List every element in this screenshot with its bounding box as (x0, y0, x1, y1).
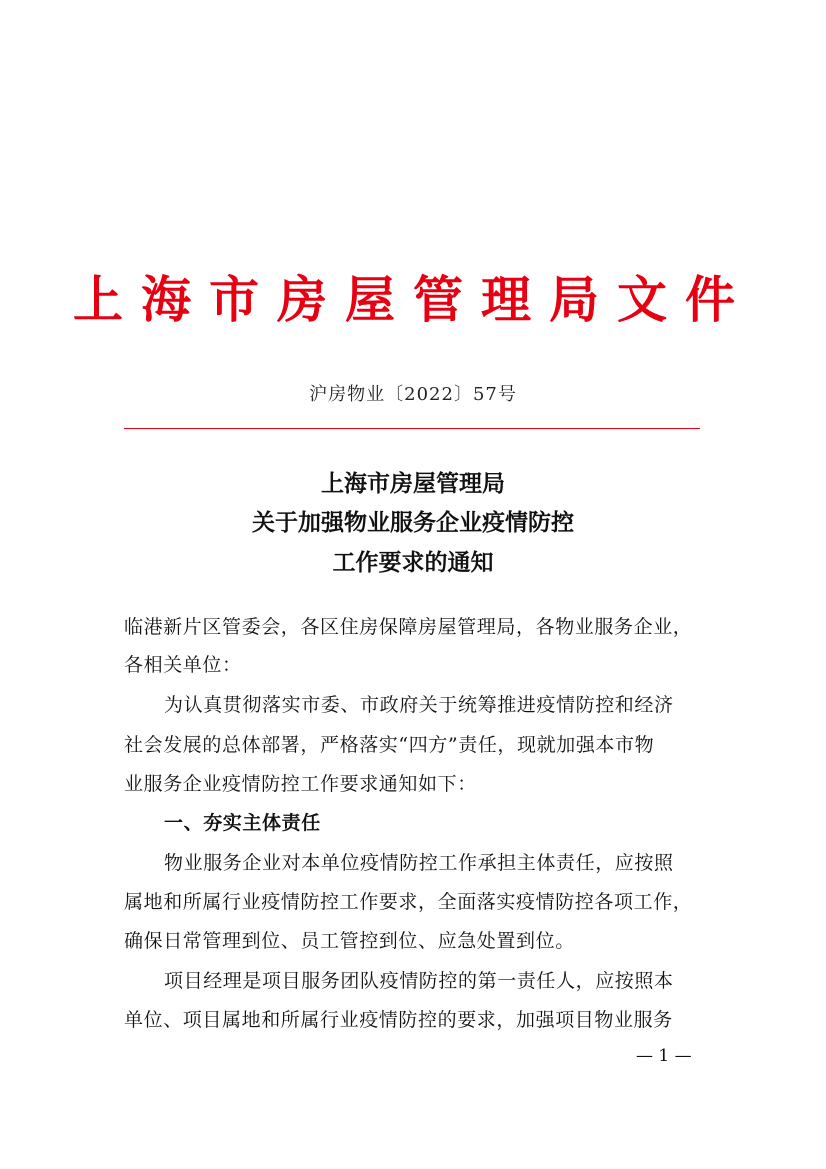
red-masthead-title: 上海市房屋管理局文件 (73, 270, 753, 329)
intro-paragraph-line-1: 为认真贯彻落实市委、市政府关于统筹推进疫情防控和经济 (164, 694, 674, 716)
intro-paragraph-line-2: 社会发展的总体部署，严格落实“四方”责任，现就加强本市物 (124, 734, 655, 756)
addressee-line-1: 临港新片区管委会，各区住房保障房屋管理局，各物业服务企业， (124, 616, 693, 638)
red-separator-line (124, 428, 700, 429)
section-1-heading: 一、夯实主体责任 (164, 812, 321, 834)
document-number: 沪房物业〔2022〕57号 (309, 384, 517, 405)
paragraph-2-line-1: 项目经理是项目服务团队疫情防控的第一责任人，应按照本 (164, 970, 674, 992)
page-number: — 1 — (636, 1046, 692, 1066)
document-title-line-2: 关于加强物业服务企业疫情防控 (252, 509, 574, 536)
addressee-line-2: 各相关单位： (124, 654, 242, 676)
intro-paragraph-line-3: 业服务企业疫情防控工作要求通知如下： (124, 773, 477, 795)
paragraph-1-line-3: 确保日常管理到位、员工管控到位、应急处置到位。 (124, 930, 575, 952)
document-title-line-1: 上海市房屋管理局 (321, 470, 505, 497)
paragraph-1-line-2: 属地和所属行业疫情防控工作要求，全面落实疫情防控各项工作， (124, 891, 693, 913)
paragraph-1-line-1: 物业服务企业对本单位疫情防控工作承担主体责任，应按照 (164, 852, 674, 874)
document-title-line-3: 工作要求的通知 (332, 549, 494, 576)
paragraph-2-line-2: 单位、项目属地和所属行业疫情防控的要求，加强项目物业服务 (124, 1009, 673, 1031)
